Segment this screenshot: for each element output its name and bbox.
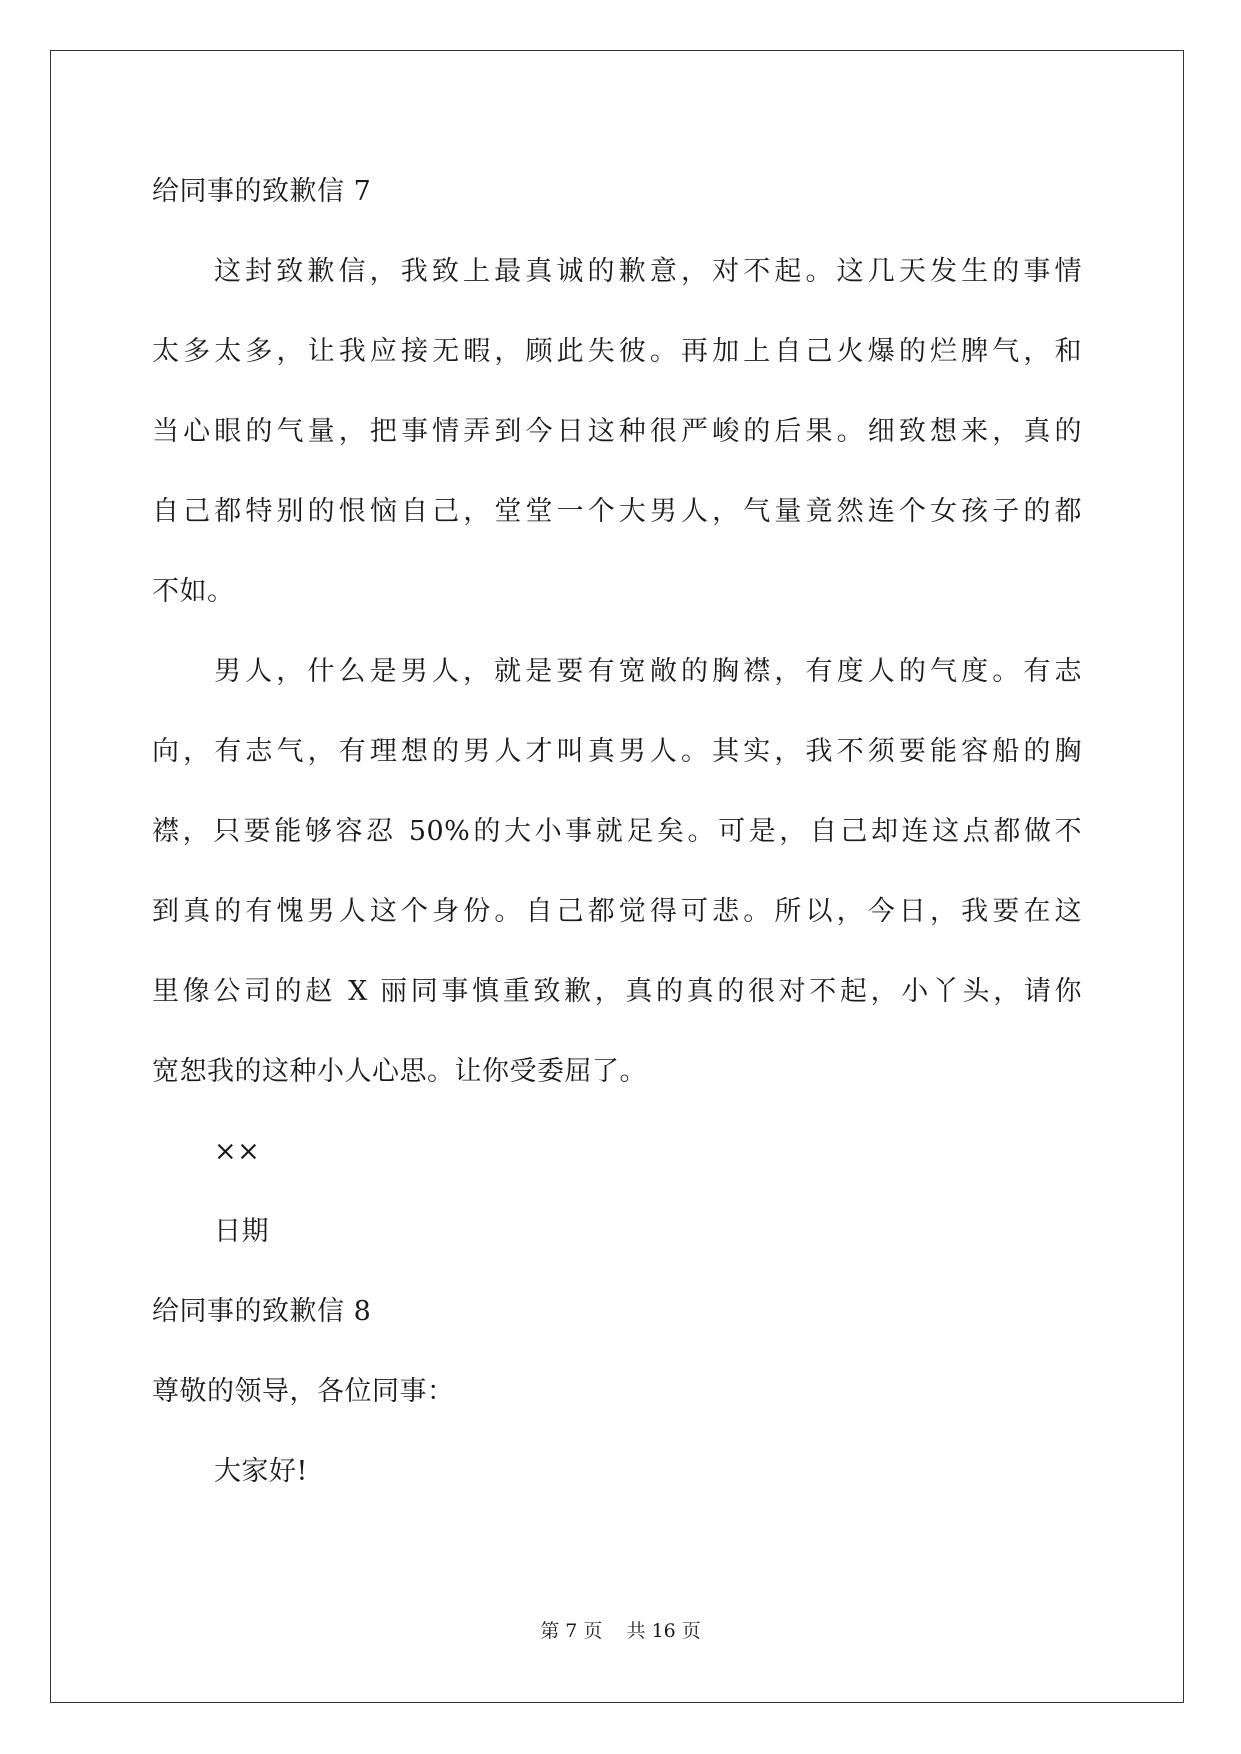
salutation: 尊敬的领导，各位同事： bbox=[152, 1376, 455, 1407]
paragraph-line: 到真的有愧男人这个身份。自己都觉得可悲。所以，今日，我要在这 bbox=[152, 896, 1082, 927]
paragraph-line: 男人，什么是男人，就是要有宽敞的胸襟，有度人的气度。有志 bbox=[214, 656, 1082, 687]
signature: ×× bbox=[214, 1136, 261, 1167]
paragraph-line: 襟，只要能够容忍 50%的大小事就足矣。可是，自己却连这点都做不 bbox=[152, 816, 1082, 847]
paragraph-line: 不如。 bbox=[152, 576, 235, 607]
date-line: 日期 bbox=[214, 1216, 269, 1247]
page-number-footer: 第 7 页 共 16 页 bbox=[540, 1620, 701, 1642]
paragraph-line: 这封致歉信，我致上最真诚的歉意，对不起。这几天发生的事情 bbox=[214, 256, 1082, 287]
letter-title-8: 给同事的致歉信 8 bbox=[152, 1296, 372, 1327]
paragraph-line: 向，有志气，有理想的男人才叫真男人。其实，我不须要能容船的胸 bbox=[152, 736, 1082, 767]
paragraph-line: 当心眼的气量，把事情弄到今日这种很严峻的后果。细致想来，真的 bbox=[152, 416, 1082, 447]
paragraph-line: 自己都特别的恨恼自己，堂堂一个大男人，气量竟然连个女孩子的都 bbox=[152, 496, 1082, 527]
letter-title-7: 给同事的致歉信 7 bbox=[152, 176, 372, 207]
greeting: 大家好! bbox=[214, 1456, 308, 1487]
document-body bbox=[152, 152, 1082, 1512]
paragraph-line: 里像公司的赵 X 丽同事慎重致歉，真的真的很对不起，小丫头，请你 bbox=[152, 976, 1082, 1007]
paragraph-line: 宽恕我的这种小人心思。让你受委屈了。 bbox=[152, 1056, 647, 1087]
paragraph-line: 太多太多，让我应接无暇，顾此失彼。再加上自己火爆的烂脾气，和 bbox=[152, 336, 1082, 367]
